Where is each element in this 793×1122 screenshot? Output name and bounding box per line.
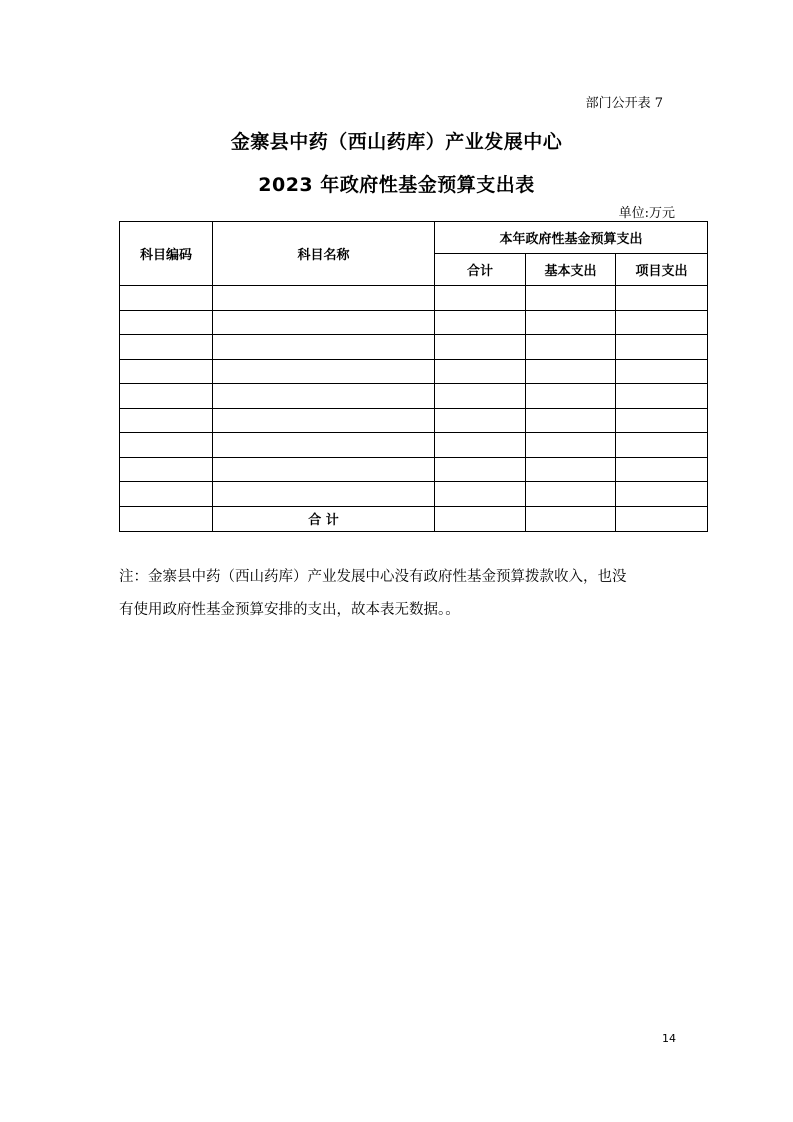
total-project-cell — [616, 506, 708, 531]
table-cell — [120, 457, 213, 482]
table-row — [120, 408, 708, 433]
header-subject-name: 科目名称 — [213, 222, 435, 286]
page-tag: 部门公开表 7 — [585, 96, 663, 111]
total-basic-cell — [526, 506, 616, 531]
total-label: 合 计 — [213, 506, 435, 531]
table-cell — [616, 335, 708, 360]
table-row — [120, 359, 708, 384]
table-row — [120, 335, 708, 360]
table-row — [120, 457, 708, 482]
table-cell — [435, 335, 526, 360]
note-line: 有使用政府性基金预算安排的支出，故本表无数据。。 — [119, 602, 460, 618]
table-cell — [616, 310, 708, 335]
table-cell — [120, 359, 213, 384]
unit-label: 单位:万元 — [618, 206, 675, 221]
table-cell — [213, 286, 435, 311]
table-cell — [526, 286, 616, 311]
page-title: 金寨县中药（西山药库）产业发展中心 — [230, 131, 563, 153]
table-cell — [526, 433, 616, 458]
table-total-row — [120, 506, 708, 531]
header-project-expenditure: 项目支出 — [616, 254, 708, 286]
table-cell — [120, 310, 213, 335]
table-cell — [616, 408, 708, 433]
table-cell — [526, 310, 616, 335]
table-cell — [526, 482, 616, 507]
total-code-cell — [120, 506, 213, 531]
table-cell — [616, 482, 708, 507]
table-cell — [213, 310, 435, 335]
table-cell — [526, 384, 616, 409]
page-subtitle: 2023 年政府性基金预算支出表 — [258, 174, 535, 196]
table-cell — [120, 408, 213, 433]
table-cell — [213, 384, 435, 409]
total-sum-cell — [435, 506, 526, 531]
table-cell — [120, 286, 213, 311]
header-total: 合计 — [435, 254, 526, 286]
table-row — [120, 384, 708, 409]
table-cell — [435, 482, 526, 507]
table-cell — [435, 457, 526, 482]
table-cell — [616, 286, 708, 311]
table-cell — [120, 335, 213, 360]
table-cell — [435, 310, 526, 335]
table-cell — [120, 482, 213, 507]
table-cell — [526, 335, 616, 360]
table-cell — [616, 433, 708, 458]
table-cell — [120, 384, 213, 409]
note-paragraph — [119, 561, 699, 627]
table-cell — [435, 408, 526, 433]
table-body — [120, 286, 708, 507]
table-cell — [213, 359, 435, 384]
table-cell — [616, 359, 708, 384]
note-line: 注：金寨县中药（西山药库）产业发展中心没有政府性基金预算拨款收入，也没 — [119, 569, 627, 585]
table-cell — [213, 482, 435, 507]
table-cell — [526, 359, 616, 384]
table-cell — [213, 457, 435, 482]
table-cell — [213, 433, 435, 458]
table-header-row — [120, 222, 708, 254]
table-cell — [435, 286, 526, 311]
header-basic-expenditure: 基本支出 — [526, 254, 616, 286]
header-subject-code: 科目编码 — [120, 222, 213, 286]
table-cell — [213, 408, 435, 433]
budget-table — [119, 221, 708, 532]
table-cell — [616, 384, 708, 409]
table-cell — [120, 433, 213, 458]
table-row — [120, 310, 708, 335]
table-cell — [435, 384, 526, 409]
table-cell — [435, 359, 526, 384]
table-row — [120, 286, 708, 311]
table-cell — [616, 457, 708, 482]
header-expenditure-group: 本年政府性基金预算支出 — [435, 222, 708, 254]
table-cell — [435, 433, 526, 458]
table-cell — [526, 408, 616, 433]
page-number: 14 — [662, 1032, 676, 1045]
table-row — [120, 433, 708, 458]
table-row — [120, 482, 708, 507]
table-cell — [213, 335, 435, 360]
table-cell — [526, 457, 616, 482]
